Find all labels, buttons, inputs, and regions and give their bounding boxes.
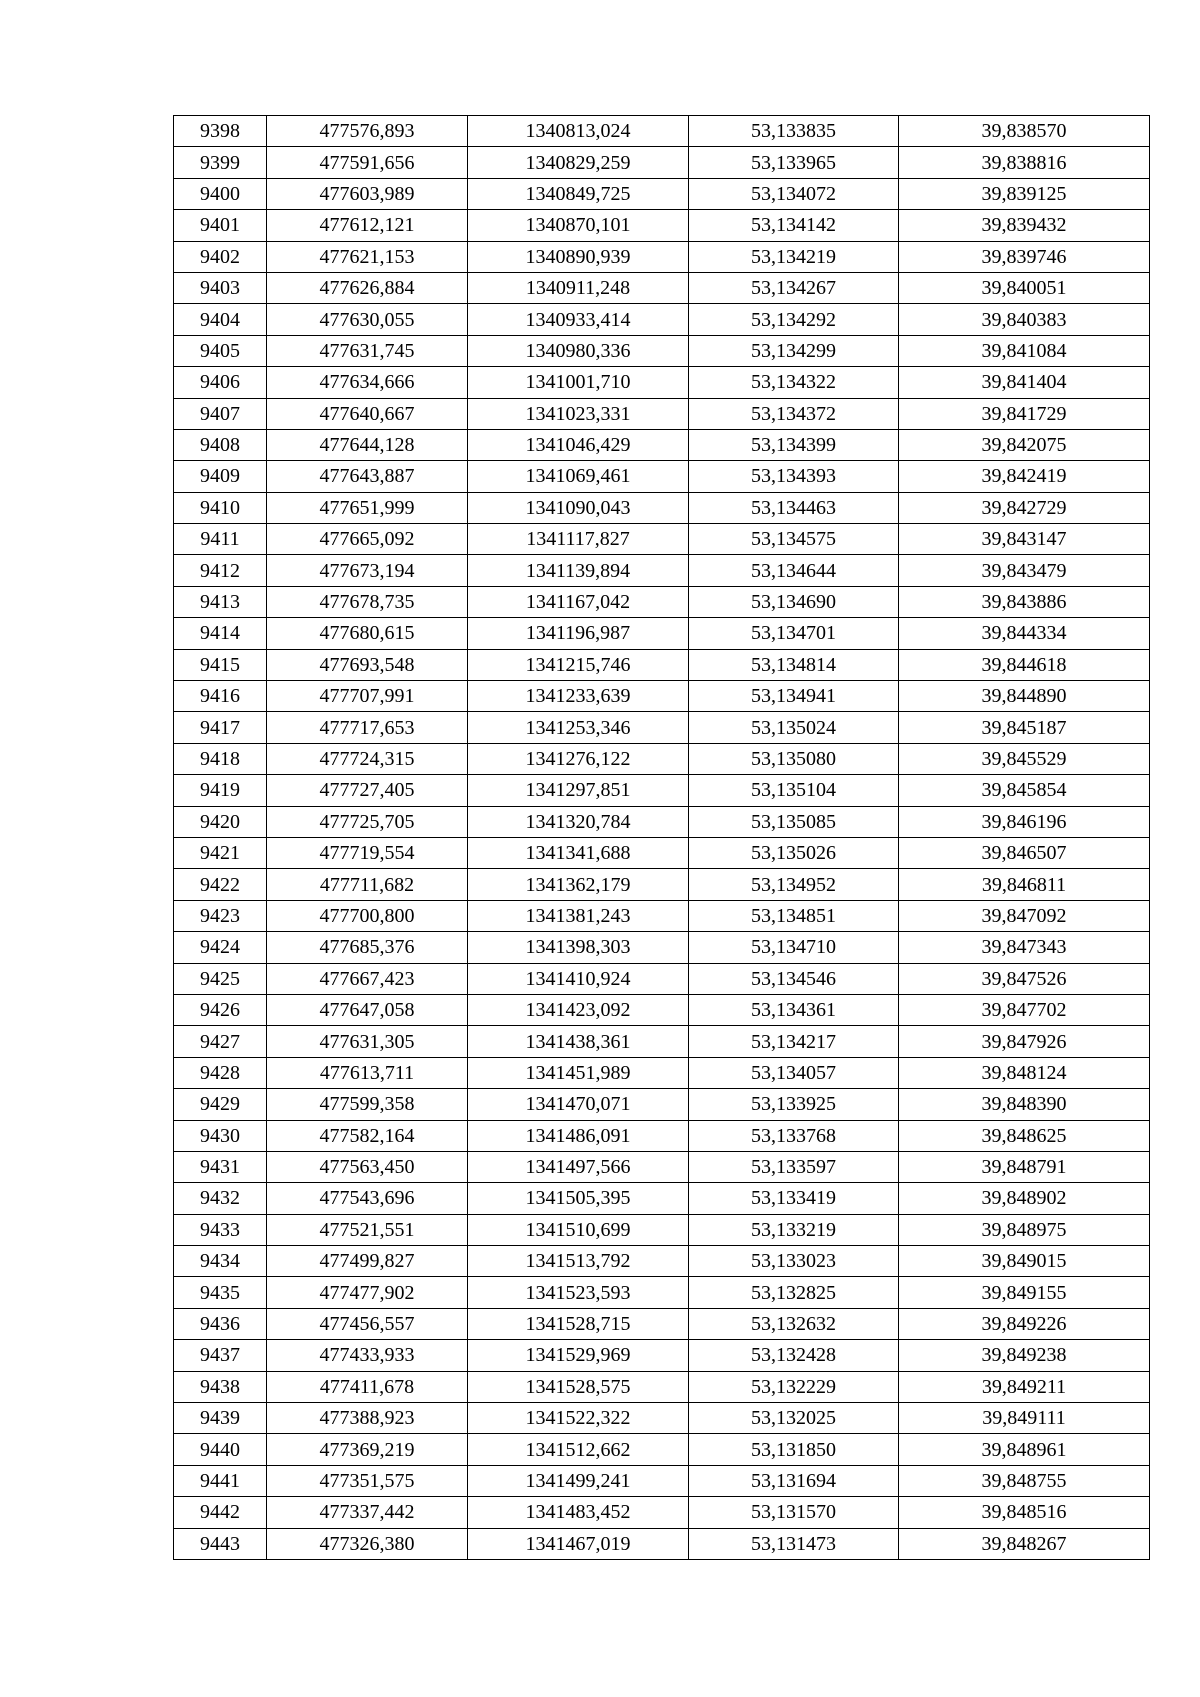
latitude-cell: 53,134322 bbox=[689, 367, 899, 398]
table-row bbox=[174, 1183, 1150, 1214]
table-row bbox=[174, 743, 1150, 774]
x-coordinate-cell: 477630,055 bbox=[267, 304, 468, 335]
longitude-cell: 39,838816 bbox=[899, 147, 1150, 178]
table-row bbox=[174, 963, 1150, 994]
y-coordinate-cell: 1341510,699 bbox=[468, 1214, 689, 1245]
x-coordinate-cell: 477631,305 bbox=[267, 1026, 468, 1057]
latitude-cell: 53,135026 bbox=[689, 837, 899, 868]
x-coordinate-cell: 477337,442 bbox=[267, 1497, 468, 1528]
x-coordinate-cell: 477591,656 bbox=[267, 147, 468, 178]
longitude-cell: 39,848267 bbox=[899, 1528, 1150, 1559]
y-coordinate-cell: 1341438,361 bbox=[468, 1026, 689, 1057]
latitude-cell: 53,134219 bbox=[689, 241, 899, 272]
latitude-cell: 53,134710 bbox=[689, 932, 899, 963]
longitude-cell: 39,847092 bbox=[899, 900, 1150, 931]
y-coordinate-cell: 1341253,346 bbox=[468, 712, 689, 743]
y-coordinate-cell: 1341381,243 bbox=[468, 900, 689, 931]
table-row bbox=[174, 1528, 1150, 1559]
point-number-cell: 9417 bbox=[174, 712, 267, 743]
longitude-cell: 39,847526 bbox=[899, 963, 1150, 994]
longitude-cell: 39,839125 bbox=[899, 178, 1150, 209]
latitude-cell: 53,134292 bbox=[689, 304, 899, 335]
latitude-cell: 53,134644 bbox=[689, 555, 899, 586]
point-number-cell: 9413 bbox=[174, 586, 267, 617]
y-coordinate-cell: 1341513,792 bbox=[468, 1246, 689, 1277]
x-coordinate-cell: 477626,884 bbox=[267, 272, 468, 303]
y-coordinate-cell: 1340911,248 bbox=[468, 272, 689, 303]
x-coordinate-cell: 477621,153 bbox=[267, 241, 468, 272]
table-row bbox=[174, 932, 1150, 963]
point-number-cell: 9415 bbox=[174, 649, 267, 680]
x-coordinate-cell: 477369,219 bbox=[267, 1434, 468, 1465]
point-number-cell: 9436 bbox=[174, 1308, 267, 1339]
x-coordinate-cell: 477599,358 bbox=[267, 1089, 468, 1120]
y-coordinate-cell: 1341505,395 bbox=[468, 1183, 689, 1214]
latitude-cell: 53,134057 bbox=[689, 1057, 899, 1088]
table-row bbox=[174, 869, 1150, 900]
latitude-cell: 53,134393 bbox=[689, 461, 899, 492]
longitude-cell: 39,843479 bbox=[899, 555, 1150, 586]
longitude-cell: 39,845854 bbox=[899, 775, 1150, 806]
point-number-cell: 9432 bbox=[174, 1183, 267, 1214]
y-coordinate-cell: 1341233,639 bbox=[468, 681, 689, 712]
longitude-cell: 39,848961 bbox=[899, 1434, 1150, 1465]
x-coordinate-cell: 477351,575 bbox=[267, 1465, 468, 1496]
y-coordinate-cell: 1341139,894 bbox=[468, 555, 689, 586]
table-row bbox=[174, 241, 1150, 272]
x-coordinate-cell: 477725,705 bbox=[267, 806, 468, 837]
latitude-cell: 53,131694 bbox=[689, 1465, 899, 1496]
y-coordinate-cell: 1341483,452 bbox=[468, 1497, 689, 1528]
y-coordinate-cell: 1340813,024 bbox=[468, 116, 689, 147]
x-coordinate-cell: 477644,128 bbox=[267, 429, 468, 460]
point-number-cell: 9428 bbox=[174, 1057, 267, 1088]
latitude-cell: 53,134463 bbox=[689, 492, 899, 523]
latitude-cell: 53,132632 bbox=[689, 1308, 899, 1339]
point-number-cell: 9414 bbox=[174, 618, 267, 649]
latitude-cell: 53,133965 bbox=[689, 147, 899, 178]
point-number-cell: 9425 bbox=[174, 963, 267, 994]
table-row bbox=[174, 1371, 1150, 1402]
y-coordinate-cell: 1341528,575 bbox=[468, 1371, 689, 1402]
table-row bbox=[174, 1151, 1150, 1182]
latitude-cell: 53,134690 bbox=[689, 586, 899, 617]
point-number-cell: 9403 bbox=[174, 272, 267, 303]
point-number-cell: 9409 bbox=[174, 461, 267, 492]
x-coordinate-cell: 477673,194 bbox=[267, 555, 468, 586]
latitude-cell: 53,134814 bbox=[689, 649, 899, 680]
latitude-cell: 53,134952 bbox=[689, 869, 899, 900]
longitude-cell: 39,844334 bbox=[899, 618, 1150, 649]
x-coordinate-cell: 477563,450 bbox=[267, 1151, 468, 1182]
latitude-cell: 53,131570 bbox=[689, 1497, 899, 1528]
longitude-cell: 39,839746 bbox=[899, 241, 1150, 272]
longitude-cell: 39,849238 bbox=[899, 1340, 1150, 1371]
x-coordinate-cell: 477680,615 bbox=[267, 618, 468, 649]
latitude-cell: 53,131850 bbox=[689, 1434, 899, 1465]
longitude-cell: 39,840051 bbox=[899, 272, 1150, 303]
x-coordinate-cell: 477640,667 bbox=[267, 398, 468, 429]
table-row bbox=[174, 555, 1150, 586]
x-coordinate-cell: 477727,405 bbox=[267, 775, 468, 806]
table-row bbox=[174, 398, 1150, 429]
longitude-cell: 39,848124 bbox=[899, 1057, 1150, 1088]
x-coordinate-cell: 477456,557 bbox=[267, 1308, 468, 1339]
x-coordinate-cell: 477477,902 bbox=[267, 1277, 468, 1308]
x-coordinate-cell: 477647,058 bbox=[267, 994, 468, 1025]
longitude-cell: 39,846507 bbox=[899, 837, 1150, 868]
y-coordinate-cell: 1341362,179 bbox=[468, 869, 689, 900]
longitude-cell: 39,848975 bbox=[899, 1214, 1150, 1245]
longitude-cell: 39,847343 bbox=[899, 932, 1150, 963]
longitude-cell: 39,841404 bbox=[899, 367, 1150, 398]
latitude-cell: 53,134267 bbox=[689, 272, 899, 303]
point-number-cell: 9418 bbox=[174, 743, 267, 774]
point-number-cell: 9433 bbox=[174, 1214, 267, 1245]
x-coordinate-cell: 477643,887 bbox=[267, 461, 468, 492]
latitude-cell: 53,131473 bbox=[689, 1528, 899, 1559]
table-row bbox=[174, 367, 1150, 398]
x-coordinate-cell: 477707,991 bbox=[267, 681, 468, 712]
point-number-cell: 9401 bbox=[174, 210, 267, 241]
table-row bbox=[174, 1403, 1150, 1434]
table-row bbox=[174, 837, 1150, 868]
longitude-cell: 39,842729 bbox=[899, 492, 1150, 523]
x-coordinate-cell: 477388,923 bbox=[267, 1403, 468, 1434]
longitude-cell: 39,845187 bbox=[899, 712, 1150, 743]
y-coordinate-cell: 1340829,259 bbox=[468, 147, 689, 178]
y-coordinate-cell: 1340870,101 bbox=[468, 210, 689, 241]
point-number-cell: 9423 bbox=[174, 900, 267, 931]
y-coordinate-cell: 1341046,429 bbox=[468, 429, 689, 460]
point-number-cell: 9424 bbox=[174, 932, 267, 963]
longitude-cell: 39,848791 bbox=[899, 1151, 1150, 1182]
table-row bbox=[174, 1277, 1150, 1308]
point-number-cell: 9438 bbox=[174, 1371, 267, 1402]
latitude-cell: 53,134546 bbox=[689, 963, 899, 994]
table-row bbox=[174, 304, 1150, 335]
latitude-cell: 53,132825 bbox=[689, 1277, 899, 1308]
point-number-cell: 9426 bbox=[174, 994, 267, 1025]
y-coordinate-cell: 1340849,725 bbox=[468, 178, 689, 209]
y-coordinate-cell: 1341522,322 bbox=[468, 1403, 689, 1434]
point-number-cell: 9405 bbox=[174, 335, 267, 366]
longitude-cell: 39,848390 bbox=[899, 1089, 1150, 1120]
latitude-cell: 53,133597 bbox=[689, 1151, 899, 1182]
latitude-cell: 53,135024 bbox=[689, 712, 899, 743]
longitude-cell: 39,839432 bbox=[899, 210, 1150, 241]
longitude-cell: 39,849015 bbox=[899, 1246, 1150, 1277]
longitude-cell: 39,849111 bbox=[899, 1403, 1150, 1434]
longitude-cell: 39,848625 bbox=[899, 1120, 1150, 1151]
x-coordinate-cell: 477499,827 bbox=[267, 1246, 468, 1277]
longitude-cell: 39,849155 bbox=[899, 1277, 1150, 1308]
table-row bbox=[174, 1434, 1150, 1465]
x-coordinate-cell: 477665,092 bbox=[267, 524, 468, 555]
latitude-cell: 53,134851 bbox=[689, 900, 899, 931]
longitude-cell: 39,848902 bbox=[899, 1183, 1150, 1214]
y-coordinate-cell: 1341090,043 bbox=[468, 492, 689, 523]
y-coordinate-cell: 1341467,019 bbox=[468, 1528, 689, 1559]
latitude-cell: 53,134072 bbox=[689, 178, 899, 209]
coordinates-table bbox=[173, 115, 1150, 1560]
latitude-cell: 53,134361 bbox=[689, 994, 899, 1025]
latitude-cell: 53,135085 bbox=[689, 806, 899, 837]
latitude-cell: 53,132428 bbox=[689, 1340, 899, 1371]
longitude-cell: 39,846196 bbox=[899, 806, 1150, 837]
latitude-cell: 53,133768 bbox=[689, 1120, 899, 1151]
y-coordinate-cell: 1341499,241 bbox=[468, 1465, 689, 1496]
point-number-cell: 9407 bbox=[174, 398, 267, 429]
point-number-cell: 9399 bbox=[174, 147, 267, 178]
x-coordinate-cell: 477613,711 bbox=[267, 1057, 468, 1088]
table-row bbox=[174, 900, 1150, 931]
longitude-cell: 39,844618 bbox=[899, 649, 1150, 680]
table-row bbox=[174, 1497, 1150, 1528]
longitude-cell: 39,848755 bbox=[899, 1465, 1150, 1496]
point-number-cell: 9411 bbox=[174, 524, 267, 555]
longitude-cell: 39,842419 bbox=[899, 461, 1150, 492]
point-number-cell: 9430 bbox=[174, 1120, 267, 1151]
y-coordinate-cell: 1341069,461 bbox=[468, 461, 689, 492]
table-row bbox=[174, 272, 1150, 303]
table-row bbox=[174, 1246, 1150, 1277]
y-coordinate-cell: 1341167,042 bbox=[468, 586, 689, 617]
longitude-cell: 39,849226 bbox=[899, 1308, 1150, 1339]
y-coordinate-cell: 1341297,851 bbox=[468, 775, 689, 806]
x-coordinate-cell: 477326,380 bbox=[267, 1528, 468, 1559]
x-coordinate-cell: 477411,678 bbox=[267, 1371, 468, 1402]
longitude-cell: 39,841729 bbox=[899, 398, 1150, 429]
latitude-cell: 53,133219 bbox=[689, 1214, 899, 1245]
latitude-cell: 53,133925 bbox=[689, 1089, 899, 1120]
table-row bbox=[174, 994, 1150, 1025]
longitude-cell: 39,842075 bbox=[899, 429, 1150, 460]
table-row bbox=[174, 429, 1150, 460]
y-coordinate-cell: 1341276,122 bbox=[468, 743, 689, 774]
table-row bbox=[174, 492, 1150, 523]
coordinates-table-body bbox=[174, 116, 1150, 1560]
latitude-cell: 53,134142 bbox=[689, 210, 899, 241]
y-coordinate-cell: 1341512,662 bbox=[468, 1434, 689, 1465]
y-coordinate-cell: 1341451,989 bbox=[468, 1057, 689, 1088]
latitude-cell: 53,133835 bbox=[689, 116, 899, 147]
table-row bbox=[174, 210, 1150, 241]
point-number-cell: 9437 bbox=[174, 1340, 267, 1371]
table-row bbox=[174, 461, 1150, 492]
latitude-cell: 53,133023 bbox=[689, 1246, 899, 1277]
x-coordinate-cell: 477693,548 bbox=[267, 649, 468, 680]
x-coordinate-cell: 477433,933 bbox=[267, 1340, 468, 1371]
latitude-cell: 53,134941 bbox=[689, 681, 899, 712]
point-number-cell: 9400 bbox=[174, 178, 267, 209]
table-row bbox=[174, 147, 1150, 178]
table-row bbox=[174, 618, 1150, 649]
x-coordinate-cell: 477543,696 bbox=[267, 1183, 468, 1214]
y-coordinate-cell: 1341470,071 bbox=[468, 1089, 689, 1120]
x-coordinate-cell: 477634,666 bbox=[267, 367, 468, 398]
longitude-cell: 39,849211 bbox=[899, 1371, 1150, 1402]
point-number-cell: 9402 bbox=[174, 241, 267, 272]
y-coordinate-cell: 1340890,939 bbox=[468, 241, 689, 272]
point-number-cell: 9404 bbox=[174, 304, 267, 335]
longitude-cell: 39,844890 bbox=[899, 681, 1150, 712]
point-number-cell: 9442 bbox=[174, 1497, 267, 1528]
point-number-cell: 9439 bbox=[174, 1403, 267, 1434]
latitude-cell: 53,135104 bbox=[689, 775, 899, 806]
point-number-cell: 9410 bbox=[174, 492, 267, 523]
y-coordinate-cell: 1341528,715 bbox=[468, 1308, 689, 1339]
table-row bbox=[174, 1089, 1150, 1120]
latitude-cell: 53,134399 bbox=[689, 429, 899, 460]
y-coordinate-cell: 1341117,827 bbox=[468, 524, 689, 555]
longitude-cell: 39,845529 bbox=[899, 743, 1150, 774]
longitude-cell: 39,847702 bbox=[899, 994, 1150, 1025]
point-number-cell: 9435 bbox=[174, 1277, 267, 1308]
y-coordinate-cell: 1341497,566 bbox=[468, 1151, 689, 1182]
y-coordinate-cell: 1341023,331 bbox=[468, 398, 689, 429]
y-coordinate-cell: 1341001,710 bbox=[468, 367, 689, 398]
x-coordinate-cell: 477717,653 bbox=[267, 712, 468, 743]
point-number-cell: 9408 bbox=[174, 429, 267, 460]
latitude-cell: 53,134575 bbox=[689, 524, 899, 555]
point-number-cell: 9420 bbox=[174, 806, 267, 837]
x-coordinate-cell: 477576,893 bbox=[267, 116, 468, 147]
x-coordinate-cell: 477700,800 bbox=[267, 900, 468, 931]
table-row bbox=[174, 681, 1150, 712]
table-row bbox=[174, 775, 1150, 806]
table-row bbox=[174, 178, 1150, 209]
longitude-cell: 39,843886 bbox=[899, 586, 1150, 617]
y-coordinate-cell: 1341196,987 bbox=[468, 618, 689, 649]
latitude-cell: 53,133419 bbox=[689, 1183, 899, 1214]
table-row bbox=[174, 116, 1150, 147]
point-number-cell: 9431 bbox=[174, 1151, 267, 1182]
table-row bbox=[174, 1340, 1150, 1371]
latitude-cell: 53,132025 bbox=[689, 1403, 899, 1434]
latitude-cell: 53,134701 bbox=[689, 618, 899, 649]
point-number-cell: 9440 bbox=[174, 1434, 267, 1465]
point-number-cell: 9421 bbox=[174, 837, 267, 868]
table-row bbox=[174, 524, 1150, 555]
y-coordinate-cell: 1341486,091 bbox=[468, 1120, 689, 1151]
point-number-cell: 9441 bbox=[174, 1465, 267, 1496]
table-row bbox=[174, 649, 1150, 680]
y-coordinate-cell: 1341523,593 bbox=[468, 1277, 689, 1308]
x-coordinate-cell: 477651,999 bbox=[267, 492, 468, 523]
point-number-cell: 9412 bbox=[174, 555, 267, 586]
latitude-cell: 53,134217 bbox=[689, 1026, 899, 1057]
x-coordinate-cell: 477612,121 bbox=[267, 210, 468, 241]
x-coordinate-cell: 477521,551 bbox=[267, 1214, 468, 1245]
x-coordinate-cell: 477678,735 bbox=[267, 586, 468, 617]
point-number-cell: 9427 bbox=[174, 1026, 267, 1057]
y-coordinate-cell: 1341341,688 bbox=[468, 837, 689, 868]
longitude-cell: 39,840383 bbox=[899, 304, 1150, 335]
point-number-cell: 9419 bbox=[174, 775, 267, 806]
longitude-cell: 39,841084 bbox=[899, 335, 1150, 366]
table-row bbox=[174, 712, 1150, 743]
table-row bbox=[174, 1026, 1150, 1057]
longitude-cell: 39,846811 bbox=[899, 869, 1150, 900]
y-coordinate-cell: 1341215,746 bbox=[468, 649, 689, 680]
point-number-cell: 9416 bbox=[174, 681, 267, 712]
y-coordinate-cell: 1341529,969 bbox=[468, 1340, 689, 1371]
x-coordinate-cell: 477603,989 bbox=[267, 178, 468, 209]
longitude-cell: 39,847926 bbox=[899, 1026, 1150, 1057]
y-coordinate-cell: 1340980,336 bbox=[468, 335, 689, 366]
table-row bbox=[174, 1214, 1150, 1245]
table-row bbox=[174, 806, 1150, 837]
x-coordinate-cell: 477667,423 bbox=[267, 963, 468, 994]
longitude-cell: 39,848516 bbox=[899, 1497, 1150, 1528]
latitude-cell: 53,134372 bbox=[689, 398, 899, 429]
y-coordinate-cell: 1340933,414 bbox=[468, 304, 689, 335]
point-number-cell: 9443 bbox=[174, 1528, 267, 1559]
longitude-cell: 39,838570 bbox=[899, 116, 1150, 147]
x-coordinate-cell: 477724,315 bbox=[267, 743, 468, 774]
latitude-cell: 53,135080 bbox=[689, 743, 899, 774]
latitude-cell: 53,134299 bbox=[689, 335, 899, 366]
point-number-cell: 9429 bbox=[174, 1089, 267, 1120]
point-number-cell: 9434 bbox=[174, 1246, 267, 1277]
table-row bbox=[174, 1120, 1150, 1151]
x-coordinate-cell: 477631,745 bbox=[267, 335, 468, 366]
x-coordinate-cell: 477582,164 bbox=[267, 1120, 468, 1151]
table-row bbox=[174, 1308, 1150, 1339]
x-coordinate-cell: 477719,554 bbox=[267, 837, 468, 868]
y-coordinate-cell: 1341423,092 bbox=[468, 994, 689, 1025]
table-row bbox=[174, 335, 1150, 366]
x-coordinate-cell: 477685,376 bbox=[267, 932, 468, 963]
table-row bbox=[174, 586, 1150, 617]
table-row bbox=[174, 1465, 1150, 1496]
point-number-cell: 9422 bbox=[174, 869, 267, 900]
point-number-cell: 9398 bbox=[174, 116, 267, 147]
x-coordinate-cell: 477711,682 bbox=[267, 869, 468, 900]
latitude-cell: 53,132229 bbox=[689, 1371, 899, 1402]
y-coordinate-cell: 1341410,924 bbox=[468, 963, 689, 994]
point-number-cell: 9406 bbox=[174, 367, 267, 398]
y-coordinate-cell: 1341398,303 bbox=[468, 932, 689, 963]
y-coordinate-cell: 1341320,784 bbox=[468, 806, 689, 837]
table-row bbox=[174, 1057, 1150, 1088]
longitude-cell: 39,843147 bbox=[899, 524, 1150, 555]
